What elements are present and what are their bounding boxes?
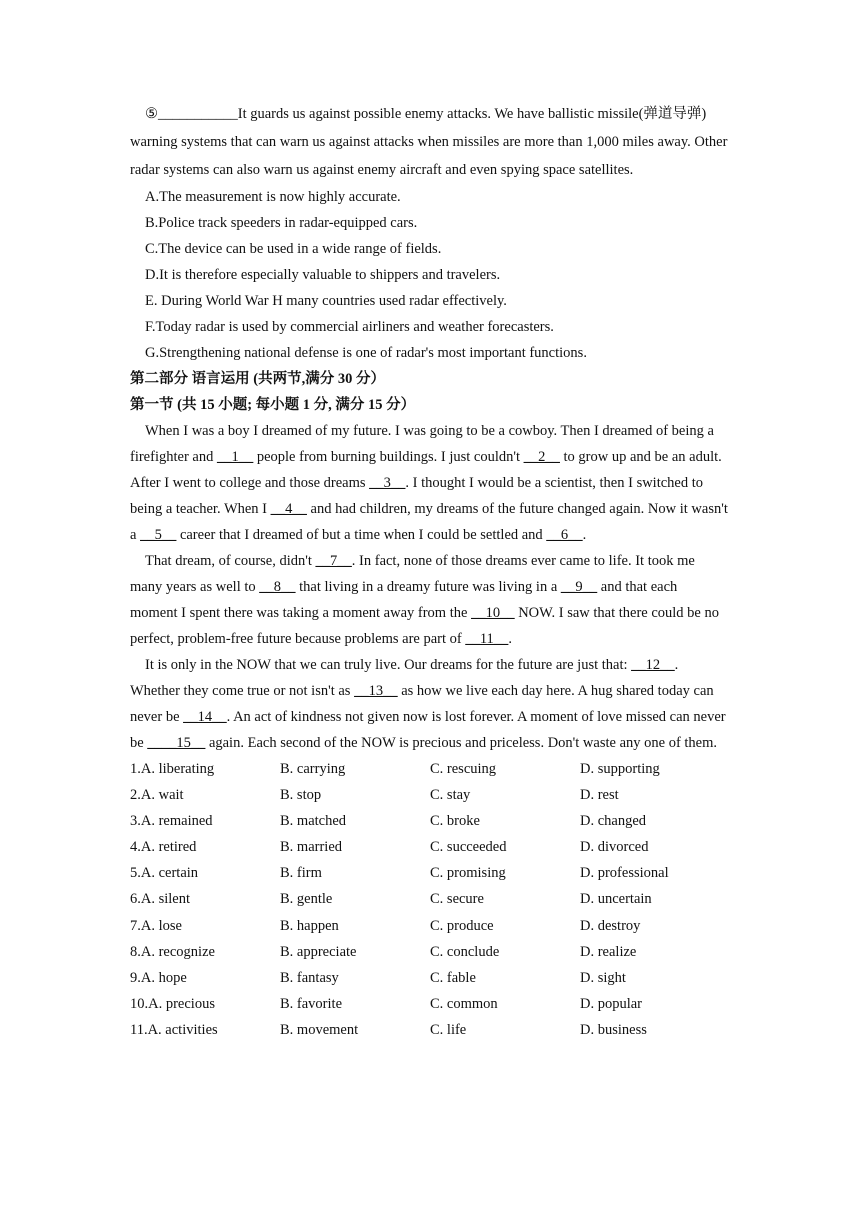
- blank-3: __3__: [369, 475, 406, 491]
- passage-text: . An act of kindness not given now is lost forever. A moment of love missed can never be: [130, 709, 726, 751]
- blank-6: __6__: [546, 527, 583, 543]
- choice-c: C. fable: [430, 969, 476, 986]
- choice-b: B. fantasy: [280, 969, 339, 986]
- choice-row: [130, 756, 728, 782]
- option-b: B.Police track speeders in radar-equipped cars.: [145, 215, 418, 231]
- passage-paragraph-2: [130, 548, 728, 652]
- choice-b: B. stop: [280, 787, 322, 804]
- blank-15: ____15__: [147, 735, 206, 751]
- choice-a: 5.A. certain: [130, 865, 199, 882]
- passage-text: . In fact, none of those dreams ever came to life. It took me many years as well to: [130, 553, 695, 595]
- choice-d: D. rest: [580, 787, 619, 804]
- blank-4: __4__: [270, 501, 307, 517]
- passage-text: and that each moment I spent there was taking a moment away from the: [130, 579, 678, 621]
- choice-b: B. gentle: [280, 891, 333, 908]
- choice-a: 10.A. precious: [130, 995, 215, 1012]
- blank-11: __11__: [465, 631, 509, 647]
- choice-c: C. conclude: [430, 943, 500, 960]
- choice-c: C. rescuing: [430, 761, 497, 777]
- option-a: A.The measurement is now highly accurate.: [145, 189, 401, 205]
- passage-text: people from burning buildings. I just couldn't: [253, 449, 524, 465]
- blank-12: __12__: [631, 657, 675, 673]
- choice-row: [130, 965, 728, 991]
- choice-a: 2.A. wait: [130, 787, 184, 804]
- choice-d: D. sight: [580, 969, 626, 986]
- blank-8: __8__: [259, 579, 296, 595]
- choice-row: [130, 939, 728, 965]
- choice-row: [130, 886, 728, 912]
- passage-text: It is only in the NOW that we can truly live. Our dreams for the future are just that:: [145, 657, 632, 673]
- seven-choice-options: [130, 184, 728, 366]
- blank-2: __2__: [523, 449, 560, 465]
- question-5-paragraph: [130, 100, 728, 184]
- choice-row: [130, 782, 728, 808]
- choice-a: 6.A. silent: [130, 891, 191, 908]
- option-f: F.Today radar is used by commercial airliners and weather forecasters.: [145, 319, 554, 335]
- option-c: C.The device can be used in a wide range of fields.: [145, 241, 442, 257]
- passage-paragraph-3: [130, 652, 728, 756]
- choice-d: D. realize: [580, 943, 637, 960]
- choice-row: [130, 834, 728, 860]
- question-5-marker: ⑤: [145, 106, 158, 122]
- choice-b: B. carrying: [280, 761, 346, 777]
- passage-text: NOW. I saw that there could be no perfect, problem-free future because problems are part of: [130, 605, 719, 647]
- passage-text: .: [582, 527, 587, 543]
- part-2-heading: 第二部分 语言运用 (共两节,满分 30 分）: [130, 371, 385, 387]
- choice-d: D. popular: [580, 995, 643, 1012]
- option-e: E. During World War H many countries used radar effectively.: [145, 293, 507, 309]
- choice-row: [130, 1017, 728, 1043]
- passage-text: When I was a boy I dreamed of my future. I was going to be a cowboy. Then I dreamed of being a firefighter and: [130, 423, 714, 465]
- choice-d: D. divorced: [580, 839, 649, 856]
- passage-text: .: [508, 631, 512, 647]
- choice-row: [130, 808, 728, 834]
- blank-10: __10__: [471, 605, 515, 621]
- choice-b: B. married: [280, 839, 343, 856]
- choice-c: C. promising: [430, 865, 506, 882]
- choice-d: D. supporting: [580, 761, 660, 777]
- option-d: D.It is therefore especially valuable to shippers and travelers.: [145, 267, 501, 283]
- passage-text: as how we live each day here. A hug shared today can never be: [130, 683, 714, 725]
- blank-7: __7__: [315, 553, 352, 569]
- choice-a: 4.A. retired: [130, 839, 197, 856]
- choice-a: 7.A. lose: [130, 917, 182, 934]
- question-5-text: It guards us against possible enemy attacks. We have ballistic missile(弹道导弹) warning systems that can warn us against attacks when missiles are more than 1,000 miles away. Other radar systems can also warn us against enemy aircraft and even spying space satellites.: [130, 106, 728, 178]
- document-content: [130, 100, 728, 1043]
- choice-row: [130, 860, 728, 886]
- passage-text: . Whether they come true or not isn't as: [130, 657, 679, 699]
- passage-text: again. Each second of the NOW is precious and priceless. Don't waste any one of them.: [205, 735, 718, 751]
- blank-1: __1__: [216, 449, 254, 465]
- option-g: G.Strengthening national defense is one of radar's most important functions.: [145, 345, 587, 361]
- choice-b: B. movement: [280, 1021, 359, 1038]
- passage-text: that living in a dreamy future was living in a: [295, 579, 561, 595]
- choice-c: C. stay: [430, 787, 471, 804]
- choice-b: B. appreciate: [280, 943, 357, 960]
- choice-a: 9.A. hope: [130, 969, 187, 986]
- choice-c: C. succeeded: [430, 839, 507, 856]
- blank-5: __5__: [140, 527, 177, 543]
- choice-b: B. firm: [280, 865, 322, 882]
- choice-d: D. changed: [580, 813, 647, 830]
- choice-a: 1.A. liberating: [130, 761, 215, 777]
- choice-a: 3.A. remained: [130, 813, 213, 830]
- passage-text: That dream, of course, didn't: [145, 553, 316, 569]
- choice-row: [130, 991, 728, 1017]
- passage-text: to grow up and be an adult. After I went to college and those dreams: [130, 449, 722, 491]
- choice-d: D. business: [580, 1021, 647, 1038]
- choice-c: C. broke: [430, 813, 480, 830]
- choice-b: B. matched: [280, 813, 347, 830]
- blank-13: __13__: [354, 683, 398, 699]
- passage-text: and had children, my dreams of the future changed again. Now it wasn't a: [130, 501, 728, 543]
- blank-9: __9__: [560, 579, 598, 595]
- choice-c: C. produce: [430, 917, 494, 934]
- blank-14: __14__: [183, 709, 227, 725]
- answer-choices-table: [130, 756, 728, 1043]
- passage-text: career that I dreamed of but a time when I could be settled and: [176, 527, 547, 543]
- choice-c: C. life: [430, 1021, 467, 1038]
- choice-a: 8.A. recognize: [130, 943, 215, 960]
- choice-b: B. happen: [280, 917, 339, 934]
- question-5-blank: ___________: [158, 106, 238, 122]
- passage-text: . I thought I would be a scientist, then I switched to being a teacher. When I: [130, 475, 704, 517]
- choice-c: C. secure: [430, 891, 484, 908]
- choice-d: D. destroy: [580, 917, 641, 934]
- section-1-heading: 第一节 (共 15 小题; 每小题 1 分, 满分 15 分）: [130, 397, 416, 413]
- choice-row: [130, 913, 728, 939]
- choice-b: B. favorite: [280, 995, 343, 1012]
- choice-c: C. common: [430, 995, 498, 1012]
- choice-a: 11.A. activities: [130, 1021, 218, 1038]
- choice-d: D. professional: [580, 865, 669, 882]
- choice-d: D. uncertain: [580, 891, 652, 908]
- passage-paragraph-1: [130, 418, 728, 548]
